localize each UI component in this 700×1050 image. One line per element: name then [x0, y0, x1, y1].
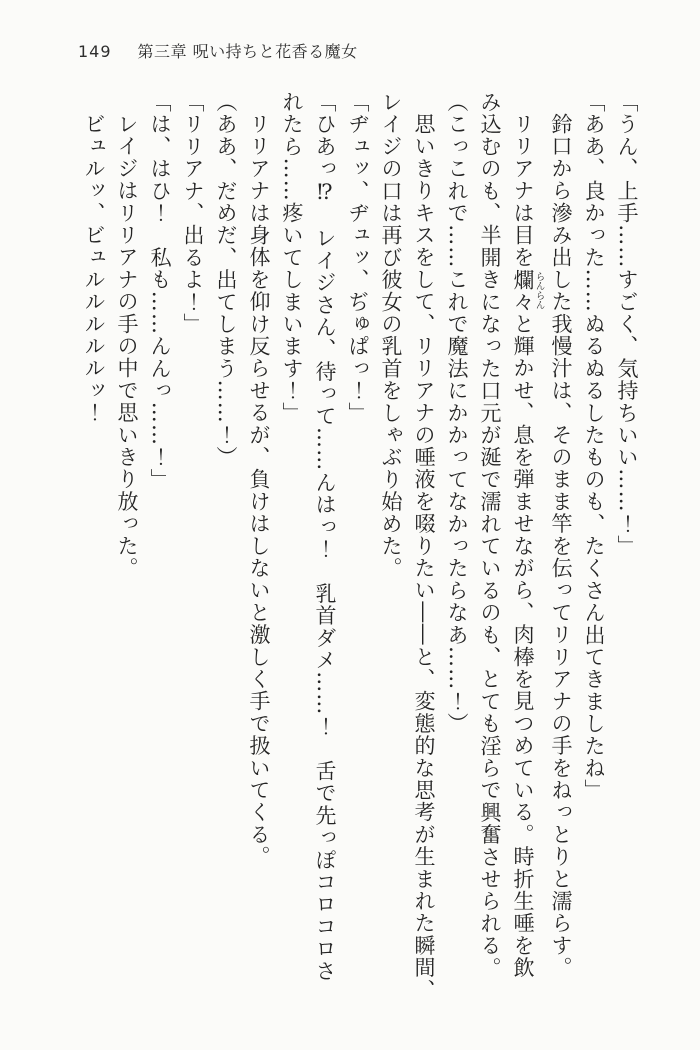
text-column: み込むのも、半開きになった口元が涎で濡れているのも、とても淫らで興奮させられる。 — [478, 91, 502, 979]
text-column: ビュルッ、ビュルルルルルッ！ — [82, 113, 106, 424]
text-column: 「うん、上手……すごく、気持ちいい……！」 — [615, 91, 639, 558]
text-column: （ああ、だめだ、出てしまう……！） — [214, 91, 238, 469]
vertical-text-block — [77, 91, 643, 1015]
text-column: 「ひあっ⁉ レイジさん、待って……んはっ！ 乳首ダメ……！ 舌で先っぽコロコロさ — [313, 91, 337, 982]
text-column: 「ヂュッ、ヂュッ、ぢゅぱっ！」 — [346, 91, 370, 424]
text-column: 鈴口から滲み出した我慢汁は、そのまま竿を伝ってリリアナの手をねっとりと濡らす。 — [549, 113, 573, 979]
chapter-title: 第三章 呪い持ちと花香る魔女 — [137, 42, 358, 61]
ruby-base: 爛々 — [511, 268, 535, 313]
text-column: リリアナは目を爛々らんらんと輝かせ、息を弾ませながら、肉棒を見つめている。時折生唾を飲 — [511, 113, 545, 979]
text-column: レイジの口は再び彼女の乳首をしゃぶり始めた。 — [379, 91, 403, 580]
text-column: 「ああ、良かった……ぬるぬるしたものも、たくさん出てきましたね」 — [582, 91, 606, 802]
text-column: 「リリアナ、出るよ！」 — [181, 91, 205, 336]
text-column: 「は、はひ！ 私も……んんっ……！」 — [148, 91, 172, 491]
page-number: 149 — [78, 42, 112, 61]
text-column: レイジはリリアナの手の中で思いきり放った。 — [115, 113, 139, 580]
page-header — [78, 39, 358, 62]
ruby-annotation — [511, 268, 545, 313]
text-column: リリアナは身体を仰け反らせるが、負けはしないと激しく手で扱いてくる。 — [247, 113, 271, 868]
text-column: （こっこれで……これで魔法にかかってなかったらなあ……！） — [445, 91, 469, 735]
text-column: れたら……疼いてしまいます！」 — [280, 91, 304, 424]
ruby-text: らんらん — [533, 268, 545, 313]
text-column: 思いきりキスをして、リリアナの唾液を啜りたい――と、変態的な思考が生まれた瞬間、 — [412, 113, 436, 1002]
